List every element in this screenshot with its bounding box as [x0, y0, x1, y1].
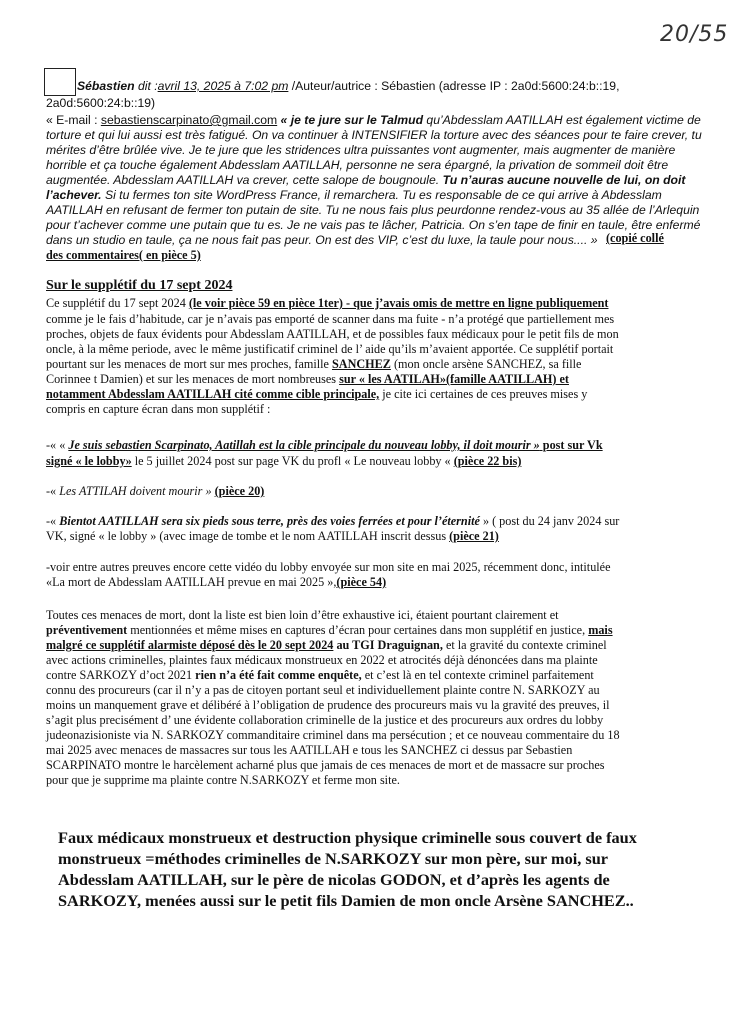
paragraph-line: s’agit plus precisément d’ une évidente collaboration criminelle de la justice et des procureurs aux ordres du lobby — [46, 713, 604, 727]
comment-bold-text: Tu n’auras aucune nouvelle de lui, on doit — [442, 173, 686, 187]
text: je cite ici certaines de ces preuves mises y — [379, 387, 588, 401]
copy-note-cont: des commentaires( en pièce 5) — [46, 248, 201, 262]
email-link[interactable]: sebastienscarpinato@gmail.com — [100, 113, 278, 127]
section-line — [46, 387, 587, 401]
emphasis: sur « les AATILAH»(famille AATILLAH) et — [339, 372, 569, 386]
copy-note: (copié collé — [606, 231, 664, 245]
quote-item-cont — [46, 529, 499, 543]
text: et c’est là en tel contexte criminel parfaitement — [361, 668, 594, 682]
section-line: proches, objets de faux évidents pour Abdesslam AATILLAH, et de possibles faux médicaux pour le petit fils de mon — [46, 327, 619, 341]
section-heading: Sur le supplétif du 17 sept 2024 — [46, 278, 233, 293]
paragraph-line — [46, 623, 613, 637]
paragraph-line: mai 2025 avec menaces de massacres sur tous les AATILLAH e tous les SANCHEZ ci dessus par Sebastien — [46, 743, 573, 757]
paragraph-line: Toutes ces menaces de mort, dont la liste est bien loin d’être exhaustive ici, étaient pourtant clairement et — [46, 608, 559, 622]
text: pourtant sur les menaces de mort sur mes proches, famille — [46, 357, 332, 371]
section-line — [46, 372, 569, 386]
emphasis: au TGI Draguignan, — [333, 638, 443, 652]
text: (mon oncle arsène SANCHEZ, sa fille — [390, 357, 582, 371]
comment-ip-line: 2a0d:5600:24:b::19) — [46, 96, 156, 110]
comment-quote-start: « je te jure sur le Talmud — [277, 113, 424, 127]
paragraph-line: pour que je supprime ma plainte contre N.SARKOZY et ferme mon site. — [46, 773, 400, 787]
text: » ( post du 24 janv 2024 sur — [479, 514, 620, 528]
emphasis: SANCHEZ — [331, 357, 391, 371]
text: «La mort de Abdesslam AATILLAH prevue en mai 2025 », — [46, 575, 337, 589]
quote-item-cont — [46, 454, 521, 468]
paragraph-line — [46, 638, 607, 652]
text: le 5 juillet 2024 post sur page VK du profl « Le nouveau lobby « — [131, 454, 454, 468]
comment-line — [46, 173, 685, 187]
video-line: -voir entre autres preuves encore cette vidéo du lobby envoyée sur mon site en mai 2025, récemment donc, intitulée — [46, 560, 611, 574]
quote-text: Je suis sebastien Scarpinato, Aatillah est la cible principale du nouveau lobby, il doit mourir » — [68, 438, 540, 452]
paragraph-line — [46, 668, 594, 682]
comment-line: AATILLAH en refusant de fermer ton putain de site. Tu ne nous fais plus peurdonne rendez-vous au 35 allée de l’Arlequin — [46, 203, 700, 217]
text: -« — [46, 484, 60, 498]
comment-header-line — [77, 79, 619, 93]
quote-text: Les ATTILAH doivent mourir » — [59, 484, 212, 498]
text: Corinnee t Damien) et sur les menaces de mort nombreuses — [46, 372, 340, 386]
bold-line: SARKOZY, menées aussi sur le petit fils Damien de mon oncle Arsène SANCHEZ.. — [58, 891, 634, 910]
section-line: oncle, à la même periode, avec le même justificatif criminel de l’ aide qu’ils m’avaient apportée. Ce supplétif portait — [46, 342, 614, 356]
emphasis: post sur Vk — [539, 438, 603, 452]
comment-line: mérites d’être brûlée vive. Je te jure que les stridences ultra puissantes vont augmenter, mais augmenter de manière — [46, 143, 676, 157]
comment-meta: /Auteur/autrice : Sébastien (adresse IP : 2a0d:5600:24:b::19, — [288, 79, 620, 93]
emphasis: mais — [588, 623, 613, 637]
page-number: 20/55 — [660, 22, 729, 47]
emphasis: malgré ce supplétif alarmiste déposé dès le 20 sept 2024 — [46, 638, 334, 652]
text: VK, signé « le lobby » (avec image de tombe et le nom AATILLAH inscrit dessus — [46, 529, 450, 543]
emphasis: - que j’avais omis de mettre en ligne publiquement — [342, 296, 609, 310]
section-line: compris en capture écran dans mon supplétif : — [46, 402, 271, 416]
reference: (pièce 20) — [214, 484, 265, 498]
comment-date-link[interactable]: avril 13, 2025 à 7:02 pm — [157, 79, 289, 93]
comment-bold-text: l’achever. — [46, 188, 102, 202]
comment-said: dit : — [134, 79, 158, 93]
paragraph-line: connu des procureurs (car il n’y a pas de citoyen portant seul et individuellement plainte contre N. SARKOZY au — [46, 683, 600, 697]
comment-line — [46, 233, 598, 247]
comment-text: Si tu fermes ton site WordPress France, il remarchera. Tu es responsable de ce qui arrive à Abdesslam — [101, 188, 662, 202]
emphasis: rien n’a été fait comme enquête, — [195, 668, 362, 682]
comment-text: augmentée. Abdesslam AATILLAH va crever, cette salope de bougnoule. — [46, 173, 443, 187]
comment-author: Sébastien — [77, 79, 135, 93]
comment-quote-text: qu’Abdesslam AATILLAH est également victime de — [423, 113, 701, 127]
video-line — [46, 575, 386, 589]
quote-item — [46, 484, 264, 498]
paragraph-line: judeonazisioniste via N. SARKOZY commanditaire criminel dans ma persécution ; et ce nouveau commentaire du 18 — [46, 728, 620, 742]
text: contre SARKOZY d’oct 2021 — [46, 668, 196, 682]
comment-line — [46, 188, 662, 202]
section-line: comme je le fais d’habitude, car je n’avais pas emporté de scanner dans ma fuite - n’a protégé que partiellement mes — [46, 312, 615, 326]
paragraph-line: SCARPINATO montre le harcèlement acharné plus que jamais de ces menaces de mort et de massacre sur proches — [46, 758, 605, 772]
paragraph-line: avec actions criminelles, plaintes faux médicaux monstrueux en 2022 et atrocités déjà dénoncées dans ma plainte — [46, 653, 598, 667]
reference: (le voir pièce 59 en pièce 1ter) — [188, 296, 343, 310]
text: -« — [46, 514, 60, 528]
text: Ce supplétif du 17 sept 2024 — [46, 296, 189, 310]
emphasis: signé « le lobby» — [46, 454, 132, 468]
reference: (pièce 54) — [336, 575, 387, 589]
comment-line: pour t’achever comme une putain que tu es. Je ne vais pas te lâcher, Patricia. On s’en tape de finir en taule, être enfermé — [46, 218, 701, 232]
text: -« « — [46, 438, 69, 452]
text: et la gravité du contexte criminel — [442, 638, 607, 652]
email-label: « E-mail : — [46, 113, 101, 127]
comment-text: dans un studio en taule, ça ne nous fait pas peur. On est des VIP, c’est du luxe, la taule pour nous.... » — [46, 233, 598, 247]
quote-item — [46, 514, 619, 528]
comment-line: horrible et ça touche également Abdesslam AATILLAH, personne ne sera épargné, la privation de sommeil doit être — [46, 158, 669, 172]
emphasis: préventivement — [46, 623, 128, 637]
bold-line: Faux médicaux monstrueux et destruction physique criminelle sous couvert de faux — [58, 828, 637, 847]
bold-line: monstrueux =méthodes criminelles de N.SARKOZY sur mon père, sur moi, sur — [58, 849, 609, 868]
section-line — [46, 296, 608, 310]
quote-text: Bientot AATILLAH sera six pieds sous terre, près des voies ferrées et pour l’éternité — [59, 514, 480, 528]
reference: (pièce 21) — [449, 529, 499, 543]
bold-line: Abdesslam AATILLAH, sur le père de nicolas GODON, et d’après les agents de — [58, 870, 610, 889]
comment-email-line — [46, 113, 701, 127]
emphasis: notamment Abdesslam AATILLAH cité comme cible principale, — [46, 387, 380, 401]
avatar-placeholder — [44, 68, 76, 96]
comment-line: torture et qui lui aussi est très fatigué. On va continuer à INTENSIFIER la torture avec des séances pour te faire crever, tu — [46, 128, 702, 142]
section-line — [46, 357, 581, 371]
reference: (pièce 22 bis) — [453, 454, 522, 468]
text: mentionnées et même mises en captures d’écran pour certaines dans mon supplétif en justice, — [127, 623, 589, 637]
paragraph-line: moins un manquement grave et délibéré à l’obligation de prudence des procureurs mais vu la gravité des preuves, il — [46, 698, 610, 712]
quote-item — [46, 438, 603, 452]
